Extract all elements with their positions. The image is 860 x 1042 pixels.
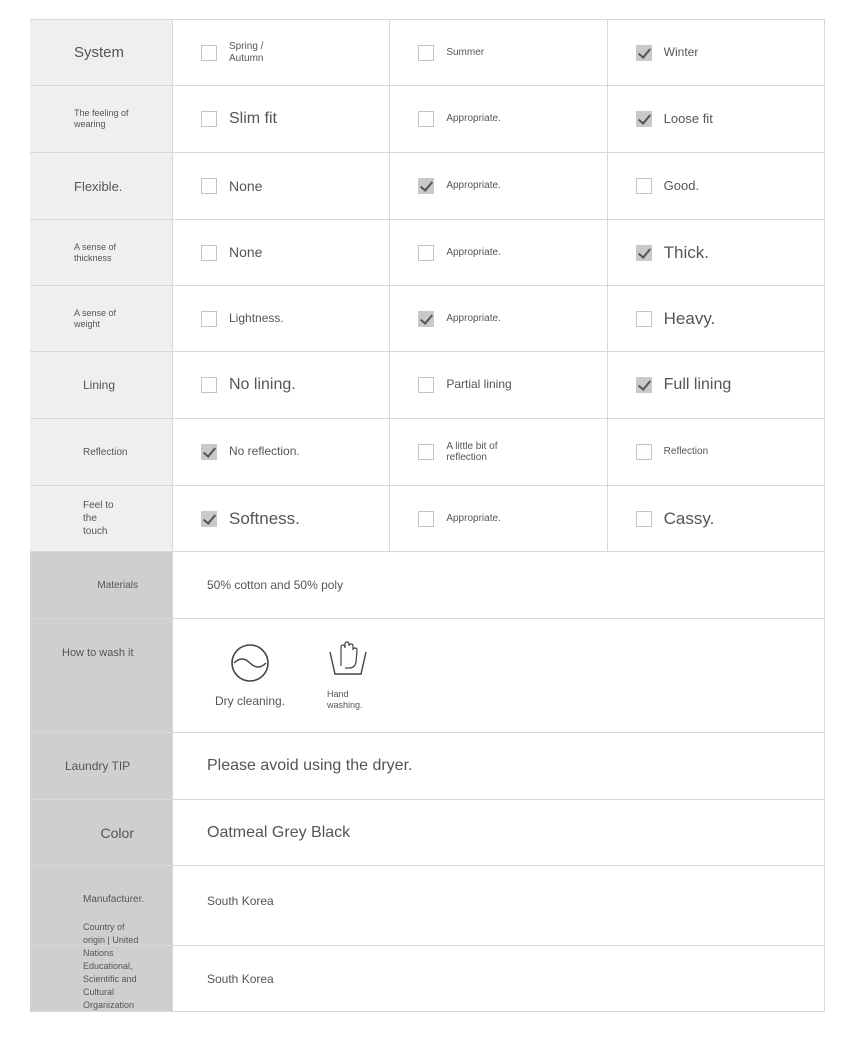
laundry-tip-label: Laundry TIP	[30, 733, 172, 799]
option-cell[interactable]	[389, 153, 606, 219]
color-label: Color	[30, 800, 172, 865]
option-label: A little bit of reflection	[446, 440, 498, 463]
option-label: None	[229, 177, 263, 194]
spec-row-thickness	[30, 220, 825, 286]
row-label: Reflection	[30, 419, 172, 485]
option-label: No lining.	[229, 375, 296, 393]
color-value: Oatmeal Grey Black	[207, 823, 351, 841]
option-cell[interactable]	[607, 352, 824, 418]
checkbox[interactable]	[418, 377, 434, 393]
option-label: Appropriate.	[446, 312, 501, 324]
spec-row-flexible	[30, 153, 825, 220]
option-label: Full lining	[663, 375, 732, 393]
checkbox[interactable]	[201, 178, 217, 194]
option-cell[interactable]	[389, 20, 606, 85]
row-label: System	[30, 20, 172, 85]
checkbox[interactable]	[418, 178, 434, 194]
wash-instruction	[327, 640, 369, 711]
row-label: A sense of weight	[74, 307, 117, 329]
checkbox[interactable]	[418, 245, 434, 261]
option-cell[interactable]	[173, 419, 389, 485]
checkbox[interactable]	[418, 111, 434, 127]
option-cell[interactable]	[389, 419, 606, 485]
option-label: Softness.	[229, 508, 300, 528]
laundry-tip-value: Please avoid using the dryer.	[207, 757, 413, 774]
row-label: Feel to the touch	[83, 500, 114, 537]
option-label: Slim fit	[229, 109, 277, 127]
row-label: Flexible.	[30, 153, 172, 219]
option-label: Appropriate.	[446, 512, 501, 524]
manufacturer-row	[30, 866, 825, 946]
spec-row-weight	[30, 286, 825, 352]
option-label: Cassy.	[663, 508, 715, 528]
option-cell[interactable]	[173, 220, 389, 285]
wash-caption: Dry cleaning.	[215, 694, 286, 708]
wash-label: How to wash it	[30, 619, 172, 732]
option-label: Appropriate.	[446, 246, 501, 258]
manufacturer-label: Manufacturer.	[30, 866, 172, 945]
checkbox[interactable]	[418, 511, 434, 527]
option-cell[interactable]	[607, 20, 824, 85]
checkbox[interactable]	[636, 377, 652, 393]
option-label: Reflection	[663, 446, 709, 458]
checkbox[interactable]	[636, 178, 652, 194]
materials-row	[30, 552, 825, 619]
option-cell[interactable]	[607, 486, 824, 551]
wash-row	[30, 619, 825, 733]
origin-label: Country of origin | United Nations Educational, Scientific and Cultural Organization	[83, 922, 139, 1011]
option-label: Good.	[663, 177, 700, 193]
option-label: Appropriate.	[446, 180, 501, 192]
dry-cleaning-icon	[230, 643, 270, 688]
checkbox[interactable]	[201, 111, 217, 127]
option-cell[interactable]	[173, 352, 389, 418]
checkbox[interactable]	[636, 511, 652, 527]
option-cell[interactable]	[607, 286, 824, 351]
option-cell[interactable]	[607, 220, 824, 285]
checkbox[interactable]	[201, 245, 217, 261]
option-cell[interactable]	[389, 352, 606, 418]
row-label: Lining	[30, 352, 172, 418]
option-label: Loose fit	[663, 110, 713, 126]
option-cell[interactable]	[389, 220, 606, 285]
checkbox[interactable]	[636, 311, 652, 327]
option-cell[interactable]	[389, 486, 606, 551]
row-label: The feeling of wearing	[74, 108, 129, 129]
checkbox[interactable]	[636, 444, 652, 460]
checkbox[interactable]	[201, 444, 217, 460]
option-label: None	[229, 244, 263, 261]
checkbox[interactable]	[418, 444, 434, 460]
option-label: Summer	[446, 46, 485, 58]
spec-row-reflection	[30, 419, 825, 486]
checkbox[interactable]	[201, 511, 217, 527]
option-label: Appropriate.	[446, 113, 501, 125]
manufacturer-value: South Korea	[207, 894, 274, 908]
spec-row-lining	[30, 352, 825, 419]
laundry-tip-row	[30, 733, 825, 800]
option-cell[interactable]	[389, 286, 606, 351]
spec-row-system	[30, 19, 825, 86]
checkbox[interactable]	[636, 45, 652, 61]
option-label: Partial lining	[446, 377, 512, 392]
row-label: A sense of thickness	[74, 241, 117, 263]
option-cell[interactable]	[173, 153, 389, 219]
color-row	[30, 800, 825, 866]
option-cell[interactable]	[607, 419, 824, 485]
option-label: Spring / Autumn	[229, 41, 264, 64]
origin-row	[30, 922, 825, 1012]
option-cell[interactable]	[173, 286, 389, 351]
option-cell[interactable]	[389, 86, 606, 152]
checkbox[interactable]	[201, 45, 217, 61]
materials-value: 50% cotton and 50% poly	[207, 578, 344, 592]
option-cell[interactable]	[607, 86, 824, 152]
option-label: Winter	[663, 44, 699, 59]
origin-value: South Korea	[207, 971, 274, 986]
checkbox[interactable]	[418, 311, 434, 327]
checkbox[interactable]	[418, 45, 434, 61]
option-label: Lightness.	[229, 310, 284, 325]
option-label: Heavy.	[663, 308, 716, 328]
option-cell[interactable]	[607, 153, 824, 219]
hand-wash-icon	[327, 640, 369, 683]
checkbox[interactable]	[201, 377, 217, 393]
checkbox[interactable]	[201, 311, 217, 327]
option-label: No reflection.	[229, 444, 300, 459]
wash-caption: Hand washing.	[327, 689, 363, 710]
option-cell[interactable]	[173, 486, 389, 551]
spec-row-fit	[30, 86, 825, 153]
wash-instruction	[215, 643, 285, 708]
materials-label: Materials	[30, 552, 172, 618]
checkbox[interactable]	[636, 111, 652, 127]
option-label: Thick.	[663, 242, 709, 262]
option-cell[interactable]	[173, 20, 389, 85]
spec-row-touch	[30, 486, 825, 552]
option-cell[interactable]	[173, 86, 389, 152]
checkbox[interactable]	[636, 245, 652, 261]
product-spec-sheet	[30, 19, 825, 1012]
